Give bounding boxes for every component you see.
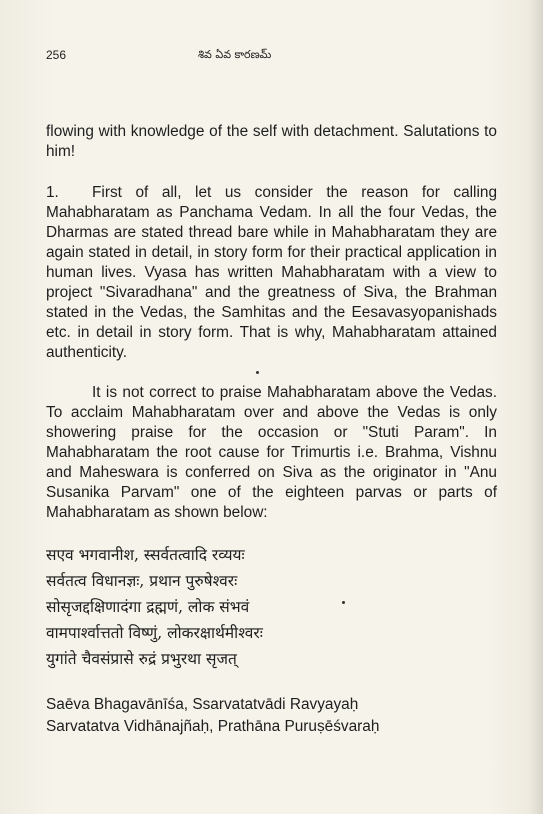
- verse-line: युगांते चैवसंप्रासे रुद्रं प्रभुरथा सृजत्: [46, 650, 237, 668]
- paragraph-2: It is not correct to praise Mahabharatam above the Vedas. To acclaim Mahabharatam over and above the Vedas is only showering praise for the occasion or "Stuti Param". In Mahabharatam the root cause for Trimurtis i.e. Brahma, Vishnu and Maheswara is conferred on Siva as the originator in "Anu Susanika Parvam" one of the eighteen parvas or parts of Mahabharatam as shown below:: [46, 384, 497, 521]
- ink-speck: [342, 601, 345, 604]
- paragraph-1: [46, 183, 497, 363]
- paragraph-1-text: First of all, let us consider the reason for calling Mahabharatam as Panchama Vedam. In all the four Vedas, the Dharmas are stated thread bare while in Mahabharatam they are again stated in detail, in story form for their practical application in human lives. Vyasa has written Mahabharatam with a view to project "Sivaradhana" and the greatness of Siva, the Brahman stated in the Vedas, the Samhitas and the Eesavasyopanishads etc. in detail in story form. That is why, Mahabharatam attained authenticity.: [46, 184, 497, 361]
- page-body: [46, 122, 497, 738]
- transliteration: [46, 694, 497, 738]
- sanskrit-verse: [46, 542, 497, 672]
- verse-line: सएव भगवानीश, स्सर्वतत्वादि रव्ययः: [46, 546, 245, 564]
- verse-line: सर्वतत्व विधानज्ञः, प्रथान पुरुषेश्वरः: [46, 572, 238, 590]
- running-head: శివ ఏవ కారణమ్: [198, 48, 272, 61]
- page-header: [46, 48, 497, 68]
- page-edge-shadow: [529, 0, 543, 814]
- transliteration-line: Sarvatatva Vidhānajñaḥ, Prathāna Puruṣēśvaraḥ: [46, 718, 380, 735]
- ink-speck: [256, 371, 259, 374]
- page-number: 256: [46, 48, 67, 62]
- verse-line: सोसृजद्दक्षिणादंगा द्रह्मणं, लोक संभवं: [46, 598, 250, 616]
- intro-paragraph: flowing with knowledge of the self with detachment. Salutations to him!: [46, 123, 497, 160]
- verse-line: वामपार्श्वात्ततो विष्णुं, लोकरक्षार्थमीश्वरः: [46, 624, 263, 642]
- transliteration-line: Saēva Bhagavānīśa, Ssarvatatvādi Ravyayaḥ: [46, 696, 359, 713]
- paragraph-number: 1.: [46, 184, 59, 201]
